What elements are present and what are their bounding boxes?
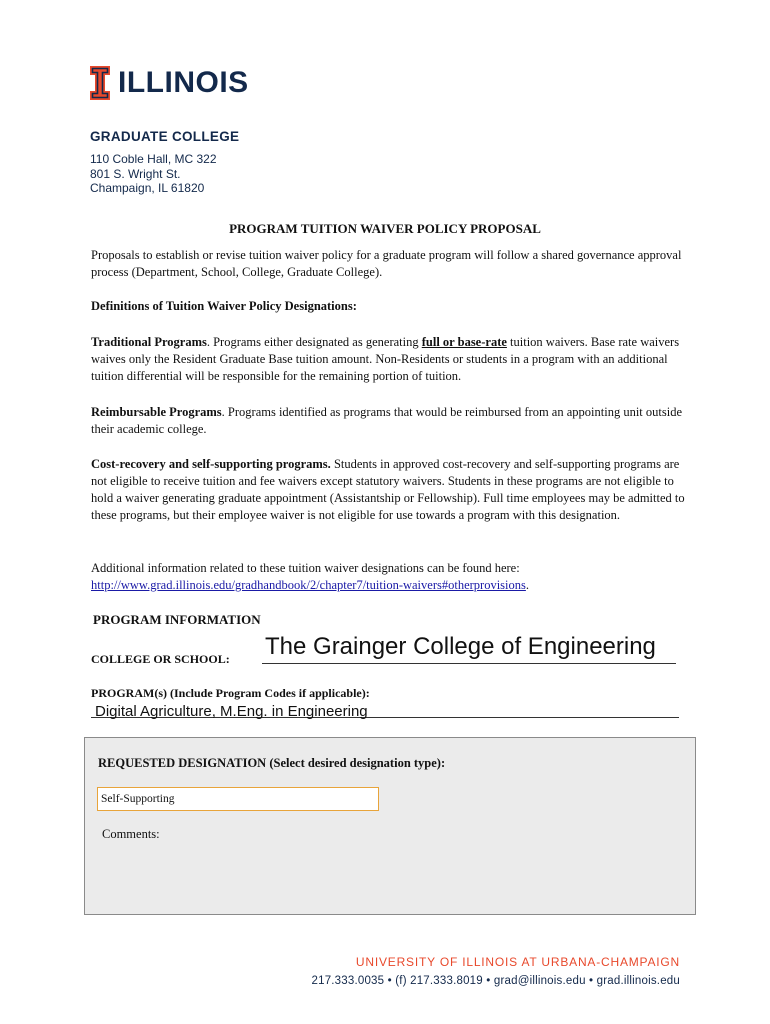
college-field[interactable]: The Grainger College of Engineering: [265, 633, 656, 660]
illinois-logo: [90, 66, 249, 100]
block-i-icon: [90, 66, 110, 100]
cost-recovery-paragraph: [91, 456, 691, 524]
address-line: Champaign, IL 61820: [90, 181, 205, 195]
program-information-heading: PROGRAM INFORMATION: [93, 612, 261, 627]
page-title: PROGRAM TUITION WAIVER POLICY PROPOSAL: [229, 221, 541, 236]
traditional-text-after: tuition waivers. Base rate waivers waives only the Resident Graduate Base tuition amount. Non-Residents or students in a program with an additional tuition differential will be responsible for the remaining portion of tuition.: [91, 335, 680, 383]
reimbursable-text: . Programs identified as programs that would be reimbursed from an appointing unit outside their academic college.: [91, 405, 682, 436]
comments-field[interactable]: [99, 846, 679, 906]
address-line: 110 Coble Hall, MC 322: [90, 152, 217, 166]
cost-recovery-term: Cost-recovery and self-supporting programs.: [91, 457, 331, 471]
additional-info-text: Additional information related to these tuition waiver designations can be found here:: [91, 561, 520, 575]
designation-label: REQUESTED DESIGNATION (Select desired designation type):: [98, 756, 446, 770]
college-underline: [262, 663, 676, 664]
definitions-heading: [91, 298, 691, 315]
traditional-emphasis: full or base-rate: [421, 335, 507, 349]
reimbursable-programs-paragraph: [91, 404, 691, 438]
reimbursable-term: Reimbursable Programs: [91, 405, 222, 419]
additional-info-paragraph: [91, 560, 691, 594]
address-block: [90, 152, 217, 196]
college-label: COLLEGE OR SCHOOL:: [91, 652, 230, 666]
cost-recovery-text: Students in approved cost-recovery and self-supporting programs are not eligible to receive tuition and fee waivers except statutory waivers. Students in these programs are not eligible to hold a waiver generating graduate appointment (Assistantship or Fellowship). Full time employees may be admitted to these programs, but their employee waiver is not eligible for use towards a program with this designation.: [91, 457, 685, 522]
program-field[interactable]: Digital Agriculture, M.Eng. in Engineering: [95, 703, 368, 720]
intro-paragraph: Proposals to establish or revise tuition waiver policy for a graduate program will follow a shared governance approval process (Department, School, College, Graduate College).: [91, 248, 682, 279]
footer-contact: 217.333.0035 • (f) 217.333.8019 • grad@illinois.edu • grad.illinois.edu: [311, 975, 680, 987]
address-line: 801 S. Wright St.: [90, 166, 181, 181]
requested-designation-panel: [84, 737, 696, 915]
comments-label: Comments:: [102, 827, 160, 841]
traditional-text-before: . Programs either designated as generating: [206, 335, 422, 349]
footer-university: UNIVERSITY OF ILLINOIS AT URBANA-CHAMPAIGN: [355, 955, 680, 969]
department-name: GRADUATE COLLEGE: [90, 129, 240, 144]
program-label: PROGRAM(s) (Include Program Codes if applicable):: [91, 686, 370, 700]
designation-select[interactable]: Self-Supporting: [97, 787, 379, 811]
logo-wordmark: ILLINOIS: [118, 66, 249, 99]
definitions-heading-text: Definitions of Tuition Waiver Policy Designations:: [91, 299, 357, 313]
traditional-programs-paragraph: [91, 334, 691, 385]
link-suffix: .: [525, 578, 530, 592]
tuition-waivers-link[interactable]: http://www.grad.illinois.edu/gradhandbook/2/chapter7/tuition-waivers#otherprovisions: [91, 578, 526, 592]
traditional-term: Traditional Programs: [91, 335, 207, 349]
